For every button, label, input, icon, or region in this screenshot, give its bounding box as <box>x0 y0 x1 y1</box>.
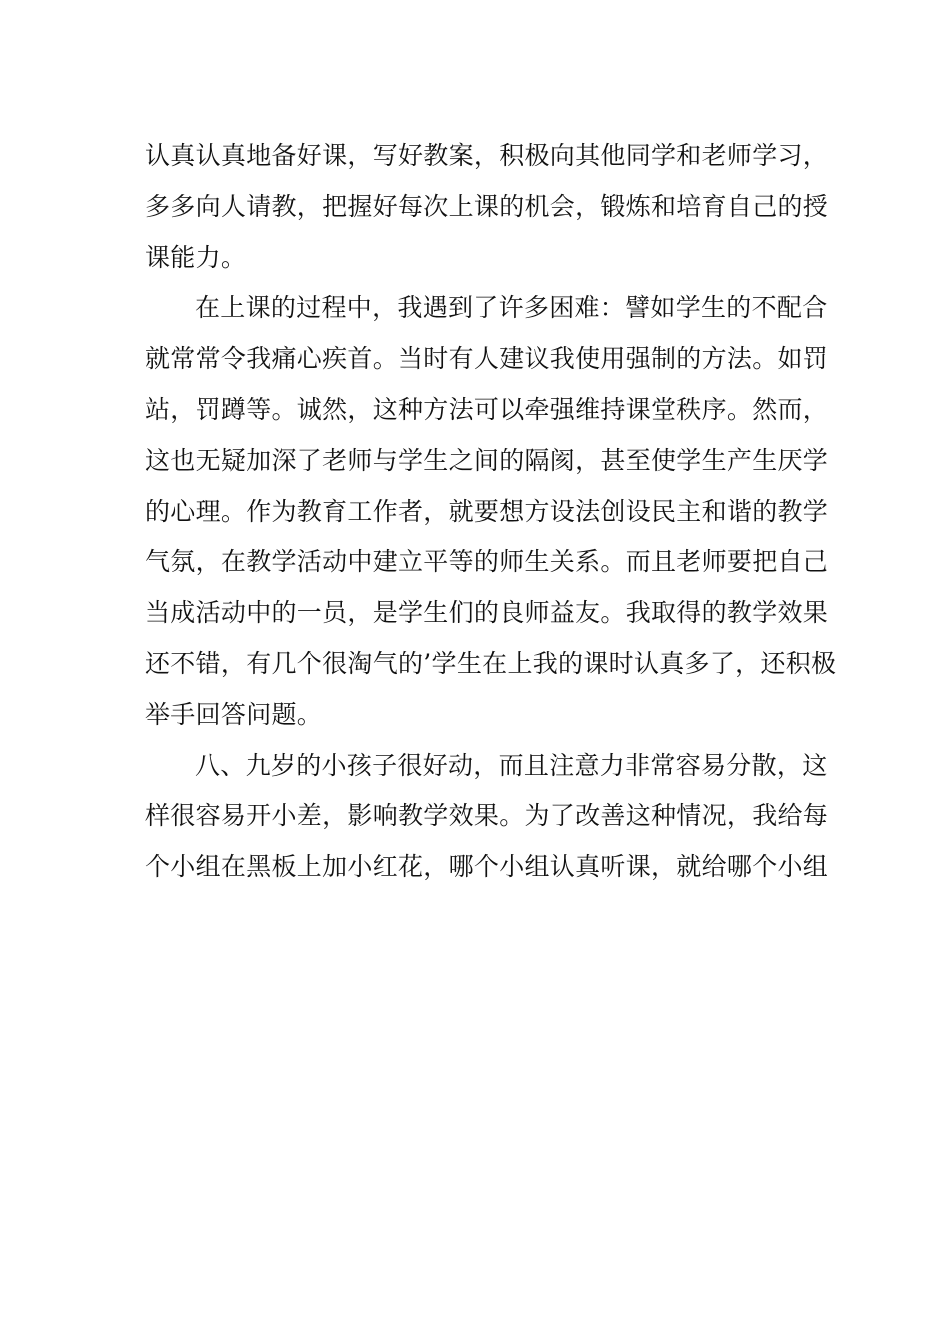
text-line: 气氛，在教学活动中建立平等的师生关系。而且老师要把自己 <box>145 547 829 577</box>
text-line: 的心理。作为教育工作者，就要想方设法创设民主和谐的教学 <box>145 496 829 526</box>
text-line: 在上课的过程中，我遇到了许多困难：譬如学生的不配合 <box>195 293 828 323</box>
text-line: 这也无疑加深了老师与学生之间的隔阂，甚至使学生产生厌学 <box>145 445 829 475</box>
text-line: 还不错，有几个很淘气的’学生在上我的课时认真多了，还积极 <box>145 648 837 678</box>
text-line: 个小组在黑板上加小红花，哪个小组认真听课，就给哪个小组 <box>145 852 829 882</box>
text-line: 举手回答问题。 <box>145 699 323 729</box>
text-line: 样很容易开小差，影响教学效果。为了改善这种情况，我给每 <box>145 801 829 831</box>
text-line: 站，罚蹲等。诚然，这种方法可以牵强维持课堂秩序。然而， <box>145 394 829 424</box>
text-line: 认真认真地备好课，写好教案，积极向其他同学和老师学习， <box>145 141 829 170</box>
text-line: 当成活动中的一员，是学生们的良师益友。我取得的教学效果 <box>145 598 829 628</box>
body-text <box>145 131 837 893</box>
text-line: 就常常令我痛心疾首。当时有人建议我使用强制的方法。如罚 <box>145 344 829 374</box>
text-line: 课能力。 <box>145 242 247 272</box>
text-line: 多多向人请教，把握好每次上课的机会，锻炼和培育自己的授 <box>145 191 829 221</box>
text-line: 八、九岁的小孩子很好动，而且注意力非常容易分散，这 <box>195 750 828 780</box>
